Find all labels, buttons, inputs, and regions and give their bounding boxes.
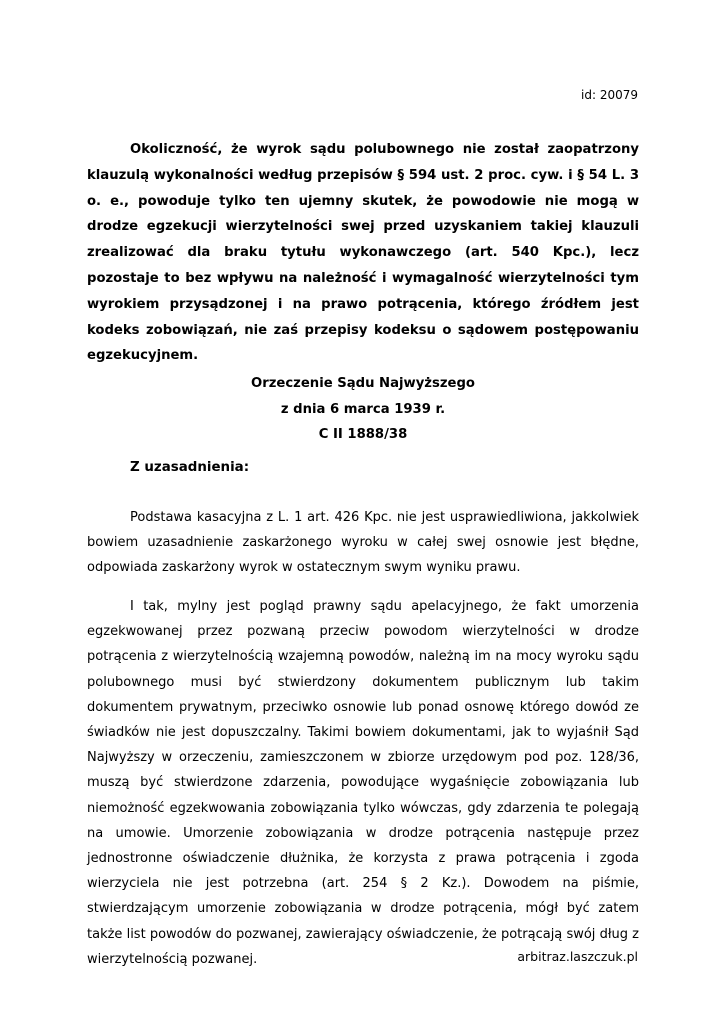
verdict-header [87, 371, 639, 448]
justification-paragraph: I tak, mylny jest pogląd prawny sądu apelacyjnego, że fakt umorzenia egzekwowanej przez pozwaną przeciw powodom wierzytelności w drodze potrącenia z wierzytelnością wzajemną powodów, należną im na mocy wyroku sądu polubownego musi być stwierdzony dokumentem publicznym lub takim dokumentem prywatnym, przeciwko osnowie lub ponad osnowę którego dowód ze świadków nie jest dopuszczalny. Takimi bowiem dokumentami, jak to wyjaśnił Sąd Najwyższy w orzeczeniu, zamieszczonem w zbiorze urzędowym pod poz. 128/36, muszą być stwierdzone zdarzenia, powodujące wygaśnięcie zobowiązania lub niemożność egzekwowania zobowiązania tylko wówczas, gdy zdarzenia te polegają na umowie. Umorzenie zobowiązania w drodze potrącenia następuje przez jednostronne oświadczenie dłużnika, że korzysta z prawa potrącenia i zgoda wierzyciela nie jest potrzebna (art. 254 § 2 Kz.). Dowodem na piśmie, stwierdzającym umorzenie zobowiązania w drodze potrącenia, mógł być zatem także list powodów do pozwanej, zawierający oświadczenie, że potrącają swój dług z wierzytelnością pozwanej. [87, 599, 639, 967]
thesis-summary: Okoliczność, że wyrok sądu polubownego nie został zaopatrzony klauzulą wykonalności według przepisów § 594 ust. 2 proc. cyw. i § 54 L. 3 o. e., powoduje tylko ten ujemny skutek, że powodowie nie mogą w drodze egzekucji wierzytelności swej przed uzyskaniem takiej klauzuli zrealizować dla braku tytułu wykonawczego (art. 540 Kpc.), lecz pozostaje to bez wpływu na należność i wymagalność wierzytelności tym wyrokiem przysądzonej i na prawo potrącenia, którego źródłem jest kodeks zobowiązań, nie zaś przepisy kodeksu o sądowem postępowaniu egzekucyjnem. [87, 142, 639, 364]
justification-paragraph: Podstawa kasacyjna z L. 1 art. 426 Kpc. nie jest usprawiedliwiona, jakkolwiek bowiem uzasadnienie zaskarżonego wyroku w całej swej osnowie jest błędne, odpowiada zaskarżony wyrok w ostatecznym swym wyniku prawu. [87, 510, 639, 576]
footer-source: arbitraz.laszczuk.pl [517, 949, 638, 964]
document-id: id: 20079 [581, 88, 638, 102]
verdict-signature: C II 1888/38 [318, 427, 408, 443]
verdict-title: Orzeczenie Sądu Najwyższego [251, 376, 475, 391]
justification-heading: Z uzasadnienia: [130, 460, 250, 475]
verdict-date: z dnia 6 marca 1939 r. [280, 401, 446, 417]
